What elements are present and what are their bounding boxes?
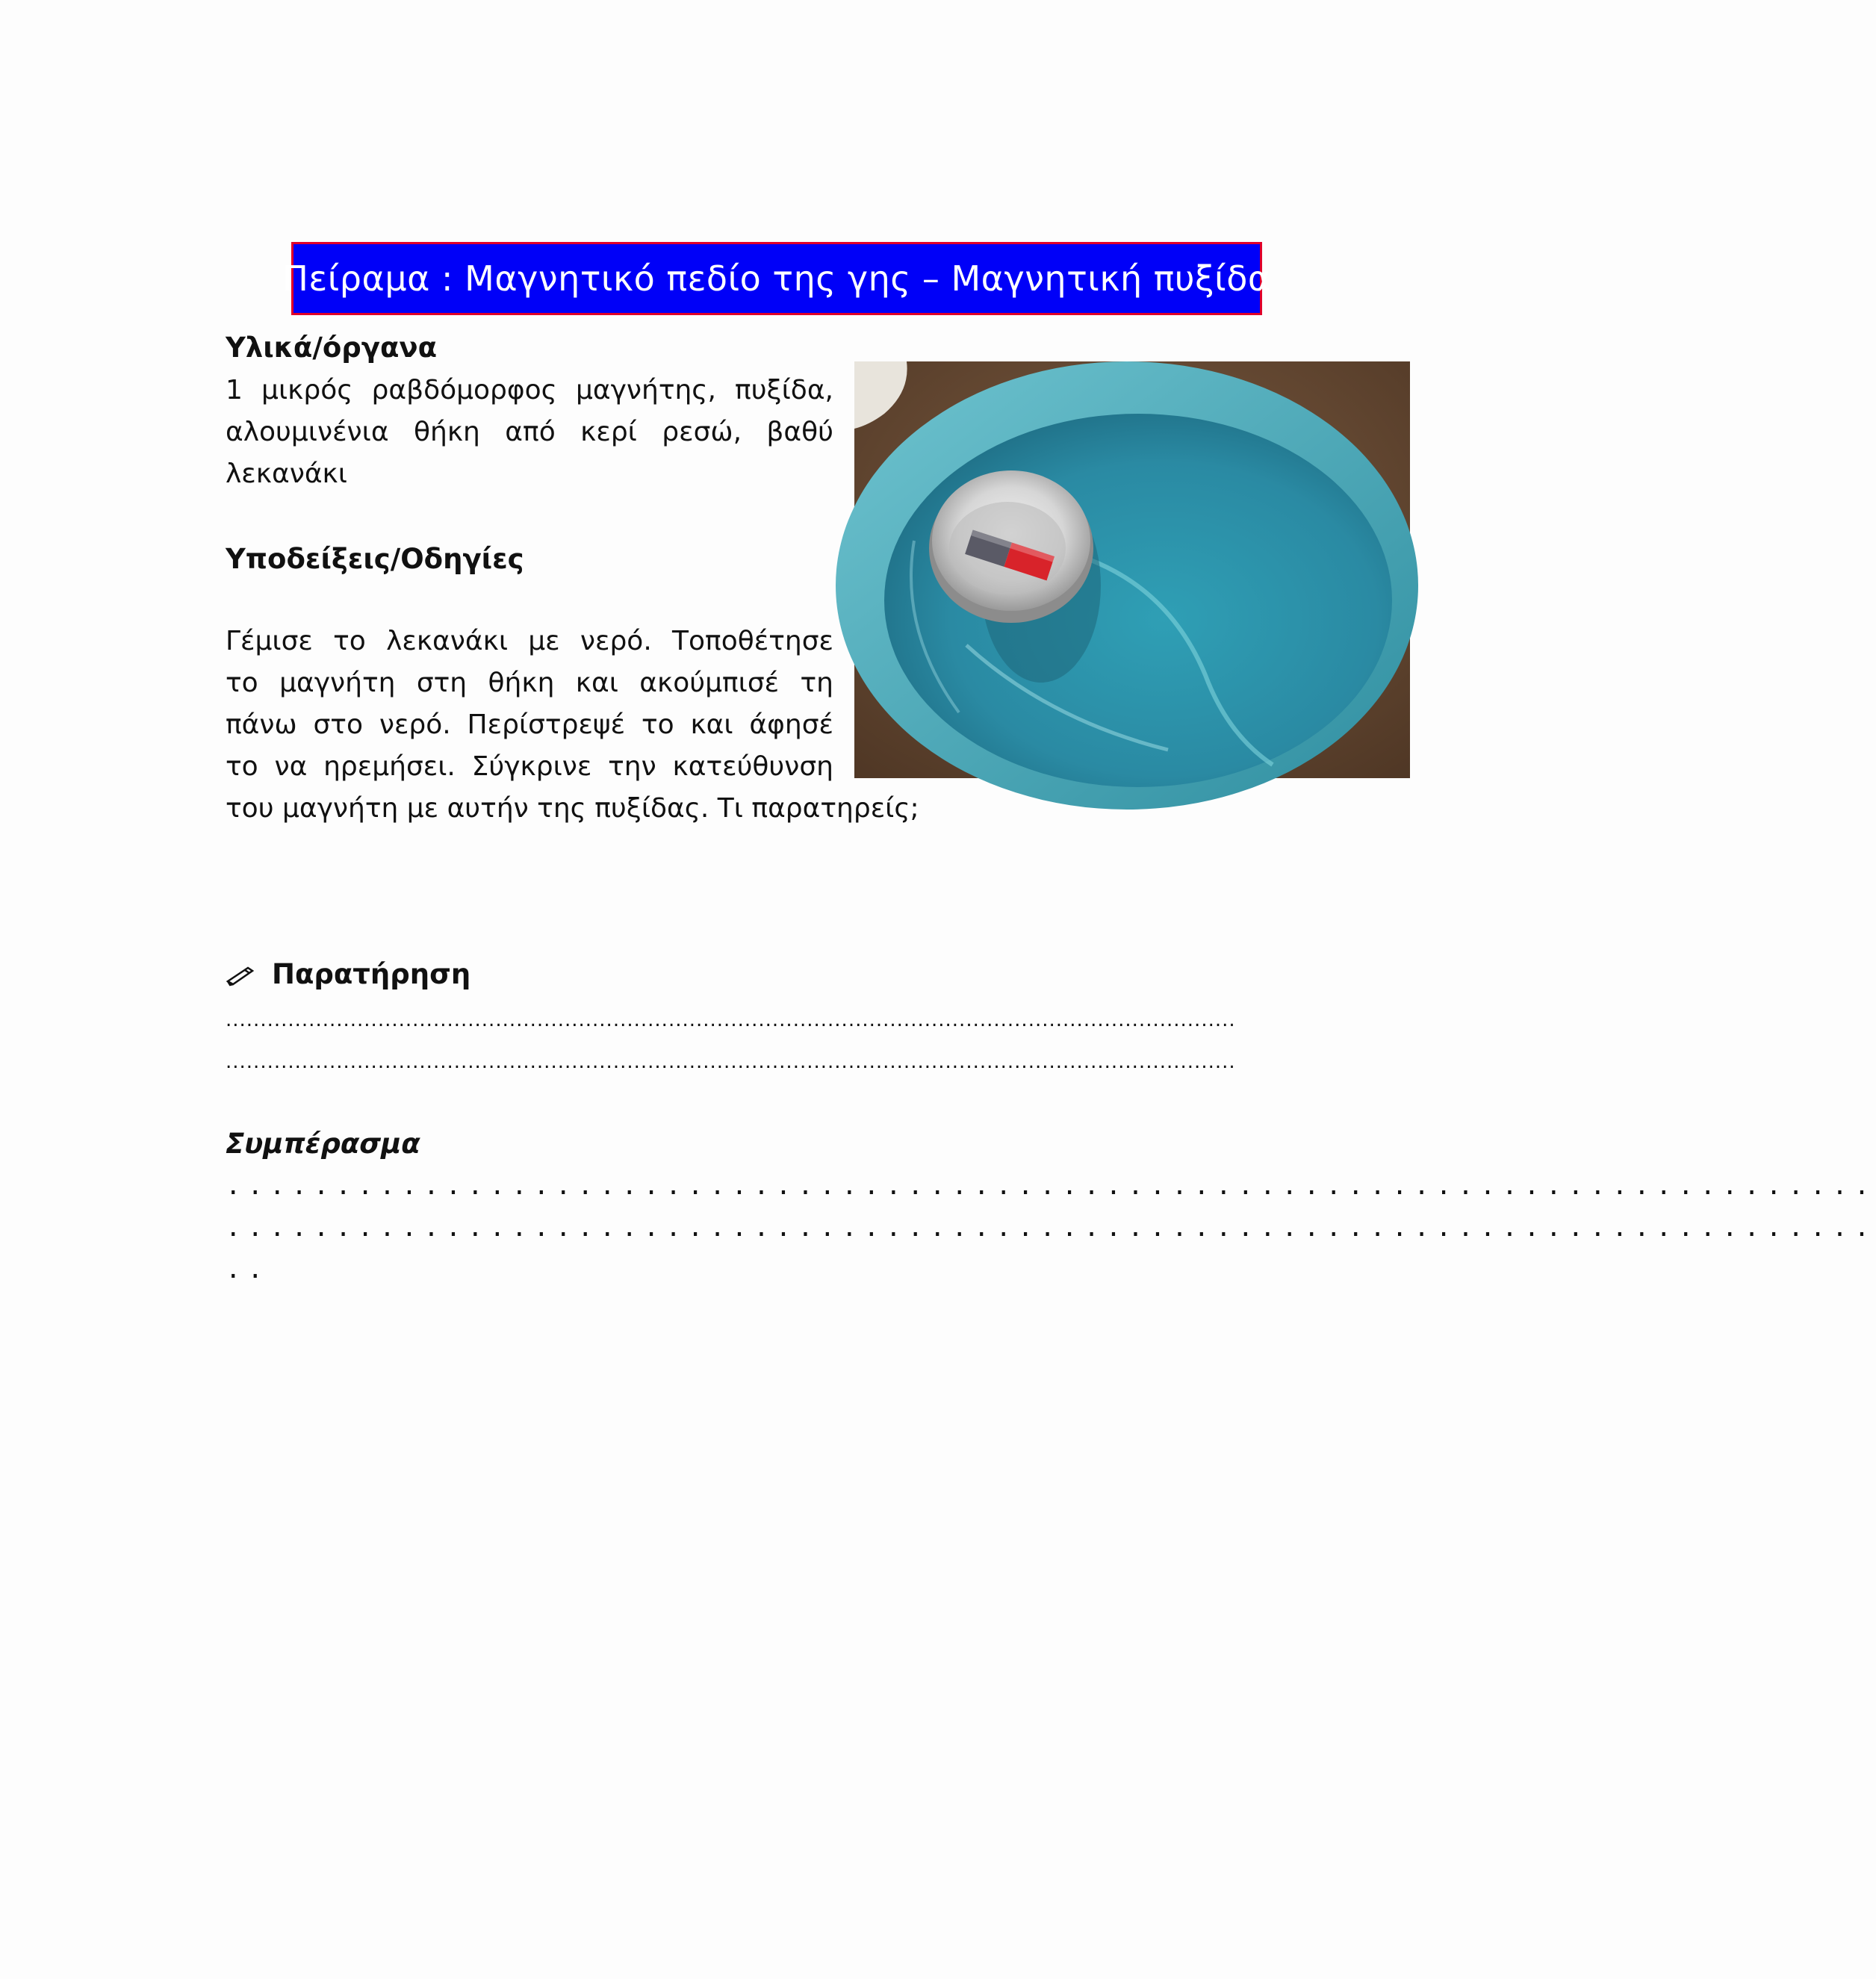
conclusion-answer-line: .. xyxy=(226,1255,270,1284)
conclusion-heading: Συμπέρασμα xyxy=(226,1128,420,1160)
title-banner xyxy=(282,242,1271,315)
pencil-icon xyxy=(226,963,255,986)
observation-answer-line: .................................................................................................................................................. xyxy=(226,1009,1236,1031)
page-title: Πείραμα : Μαγνητικό πεδίο της γης – Μαγνητική πυξίδα xyxy=(282,258,1271,299)
conclusion-answer-line: ........................................................................... xyxy=(226,1171,1876,1201)
materials-line: λεκανάκι xyxy=(226,459,347,489)
conclusion-answer-line: ........................................................................... xyxy=(226,1213,1876,1243)
instructions-heading: Υποδείξεις/Οδηγίες xyxy=(226,543,524,575)
instructions-line: πάνω στο νερό. Περίστρεψέ το και άφησέ xyxy=(226,709,833,740)
materials-line: αλουμινένια θήκη από κερί ρεσώ, βαθύ xyxy=(226,417,833,447)
materials-heading: Υλικά/όργανα xyxy=(226,332,437,364)
experiment-photo xyxy=(854,361,1410,778)
observation-heading: Παρατήρηση xyxy=(272,958,471,990)
instructions-line: το μαγνήτη στη θήκη και ακούμπισέ τη xyxy=(226,668,833,698)
instructions-line: του μαγνήτη με αυτήν της πυξίδας. Τι παρατηρείς; xyxy=(226,793,919,824)
observation-heading-row xyxy=(226,958,470,990)
instructions-line: το να ηρεμήσει. Σύγκρινε την κατεύθυνση xyxy=(226,751,833,782)
instructions-line: Γέμισε το λεκανάκι με νερό. Τοποθέτησε xyxy=(226,626,833,656)
bowl-with-floating-magnet-illustration xyxy=(854,361,1410,778)
materials-text xyxy=(226,370,833,495)
instructions-text xyxy=(226,621,919,830)
materials-line: 1 μικρός ραβδόμορφος μαγνήτης, πυξίδα, xyxy=(226,375,833,406)
observation-answer-line: .................................................................................................................................................. xyxy=(226,1051,1236,1073)
